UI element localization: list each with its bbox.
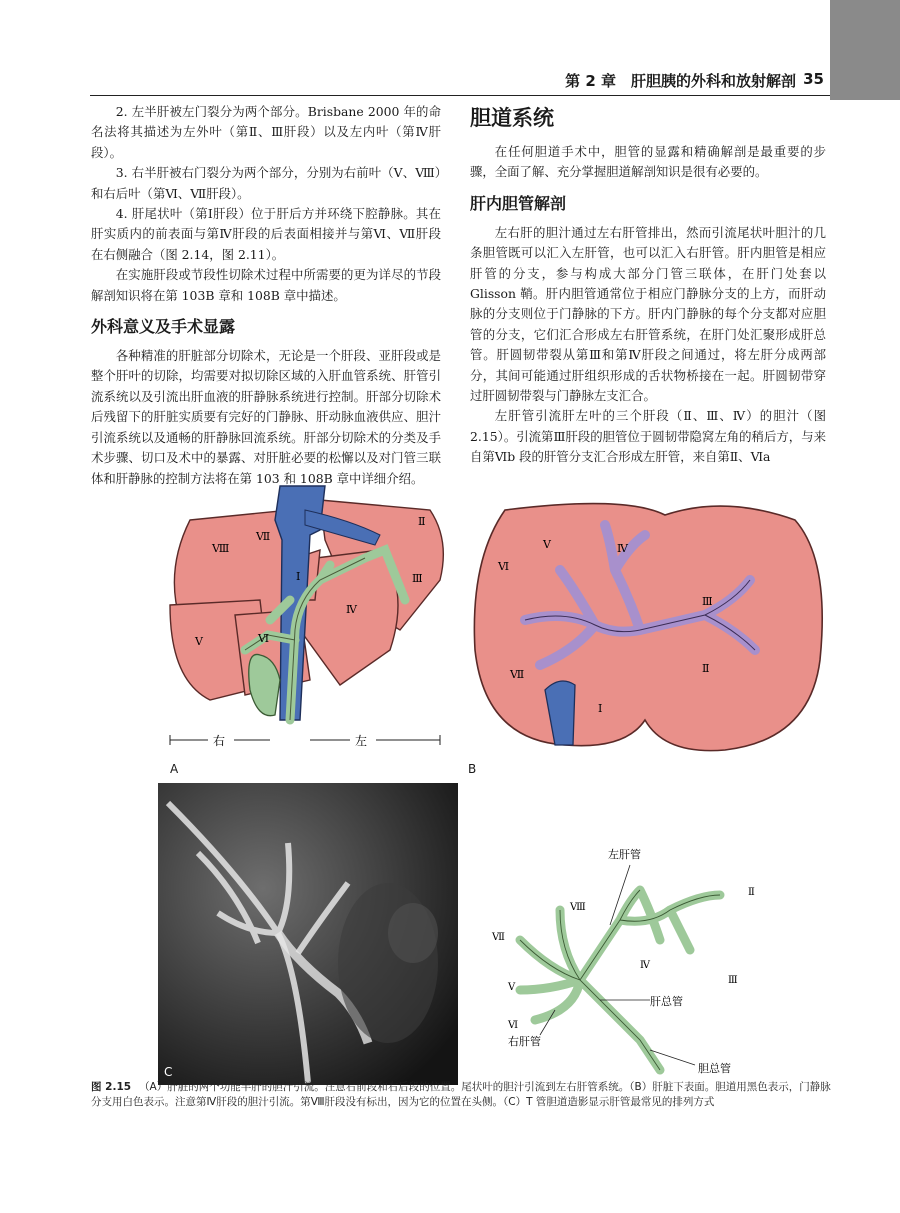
figure-panel-b <box>465 500 835 770</box>
running-header <box>500 66 830 92</box>
paragraph: 4. 肝尾状叶（第Ⅰ肝段）位于肝后方并环绕下腔静脉。其在肝实质内的前表面与第Ⅳ肝段的后表面相接并与第Ⅵ、Ⅶ肝段在右侧融合（图 2.14，图 2.11）。 <box>91 206 441 262</box>
label-right-hepatic: 右肝管 <box>508 1035 541 1048</box>
figure-number: 图 2.15 <box>91 1081 132 1093</box>
paragraph: 左右肝的胆汁通过左右肝管排出，然而引流尾状叶胆汁的几条胆管既可以汇入左肝管，也可以汇入右肝管。肝内胆管是相应肝管的分支，参与构成大部分门管三联体，在肝门处套以 Glisson 鞘。肝内胆管通常位于相应门静脉分支的上方，而肝动脉的分支则位于门静脉的下方。肝内门静脉的每个分支都对应胆管的分支，它们汇合形成左右肝管系统，在肝门处汇聚形成肝总管。肝圆韧带裂从第Ⅲ和第Ⅳ肝段之间通过，将左肝分成两部分，其间可能通过肝组织形成的舌状物桥接在一起。肝圆韧带穿过肝圆韧带裂与门静脉左支汇合。 <box>470 224 826 404</box>
segment-label: Ⅴ <box>543 538 551 551</box>
segment-label: Ⅰ <box>296 570 301 583</box>
segment-label: Ⅲ <box>728 975 738 986</box>
duct-tree <box>520 890 720 1070</box>
panel-label-a: A <box>170 762 179 776</box>
right-column <box>470 102 826 468</box>
chapter-thumb-tab <box>830 0 900 100</box>
page-number: 35 <box>803 70 824 88</box>
segment-label: Ⅵ <box>258 632 270 645</box>
segment-label: Ⅶ <box>256 530 271 543</box>
label-common-hepatic: 肝总管 <box>650 995 683 1008</box>
segment-label: Ⅷ <box>570 902 586 913</box>
segment-label: Ⅳ <box>640 960 650 971</box>
segment-label: Ⅱ <box>418 515 426 528</box>
paragraph: 2. 左半肝被左门裂分为两个部分。Brisbane 2000 年的命名法将其描述为左外叶（第Ⅱ、Ⅲ肝段）以及左内叶（第Ⅳ肝段）。 <box>91 104 441 160</box>
segment-label: Ⅵ <box>498 560 510 573</box>
segment-label: Ⅵ <box>508 1020 519 1031</box>
panel-label-c: C <box>164 1065 173 1079</box>
segment-label: Ⅶ <box>510 668 525 681</box>
segment-label: Ⅰ <box>598 702 603 715</box>
figure-panel-c-diagram <box>480 840 820 1080</box>
label-left-hepatic: 左肝管 <box>608 848 641 861</box>
paragraph: 在实施肝段或节段性切除术过程中所需要的更为详尽的节段解剖知识将在第 103B 章和 108B 章中描述。 <box>91 267 441 303</box>
figure-panel-a <box>150 480 460 770</box>
paragraph: 3. 右半肝被右门裂分为两个部分，分别为右前叶（Ⅴ、Ⅷ）和右后叶（第Ⅵ、Ⅶ肝段）。 <box>91 165 441 201</box>
segment-label: Ⅱ <box>702 662 710 675</box>
label-common-bile: 胆总管 <box>698 1062 731 1075</box>
segment-label: Ⅲ <box>412 572 423 585</box>
header-rule <box>90 95 830 96</box>
segment-label: Ⅲ <box>702 595 713 608</box>
cholangiogram-image <box>158 783 458 1085</box>
segment-label: Ⅳ <box>346 603 357 616</box>
subsection-heading: 肝内胆管解剖 <box>470 193 567 213</box>
paragraph: 各种精准的肝脏部分切除术，无论是一个肝段、亚肝段或是整个肝叶的切除，均需要对拟切除区域的入肝血管系统、肝管引流系统以及引流出肝血液的肝静脉系统进行控制。肝部分切除术后残留下的肝脏实质要有完好的门静脉、肝动脉血液供应、胆汁引流系统以及通畅的肝静脉回流系统。肝部分切除术的分类及手术步骤、切口及术中的暴露、对肝脏必要的松懈以及对门管三联体和肝静脉的控制方法将在第 103 和 108B 章中详细介绍。 <box>91 348 441 486</box>
panel-label-b: B <box>468 762 477 776</box>
figure-caption <box>91 1080 831 1110</box>
paragraph: 左肝管引流肝左叶的三个肝段（Ⅱ、Ⅲ、Ⅳ）的胆汁（图 2.15）。引流第Ⅲ肝段的胆管位于圆韧带隐窝左角的稍后方，与来自第Ⅵb 段的肝管分支汇合形成左肝管，来自第Ⅱ、Ⅵa <box>470 408 826 465</box>
left-column <box>91 102 441 489</box>
segment-label: Ⅳ <box>617 542 628 555</box>
segment-label: Ⅷ <box>212 542 230 555</box>
paragraph: 在任何胆道手术中，胆管的显露和精确解剖是最重要的步骤，全面了解、充分掌握胆道解剖知识是很有必要的。 <box>470 144 826 180</box>
segment-label: Ⅴ <box>195 635 203 648</box>
axis-label-left: 左 <box>355 734 368 748</box>
section-title: 胆道系统 <box>470 106 554 130</box>
axis-label-right: 右 <box>213 734 226 748</box>
caption-text: （A）肝脏的两个功能半肝的胆汁引流。注意右前段和右后段的位置。尾状叶的胆汁引流到左右肝管系统。（B）肝脏下表面。胆道用黑色表示，门静脉分支用白色表示。注意第Ⅳ肝段的胆汁引流。第Ⅷ肝段没有标出，因为它的位置在头侧。（C）T 管胆道造影显示肝管最常见的排列方式 <box>91 1081 831 1108</box>
segment-label: Ⅱ <box>748 887 755 898</box>
segment-label: Ⅶ <box>492 932 505 943</box>
section-heading: 外科意义及手术显露 <box>91 317 236 337</box>
segment-label: Ⅴ <box>508 982 516 993</box>
chapter-title: 第 2 章 肝胆胰的外科和放射解剖 <box>565 72 796 90</box>
